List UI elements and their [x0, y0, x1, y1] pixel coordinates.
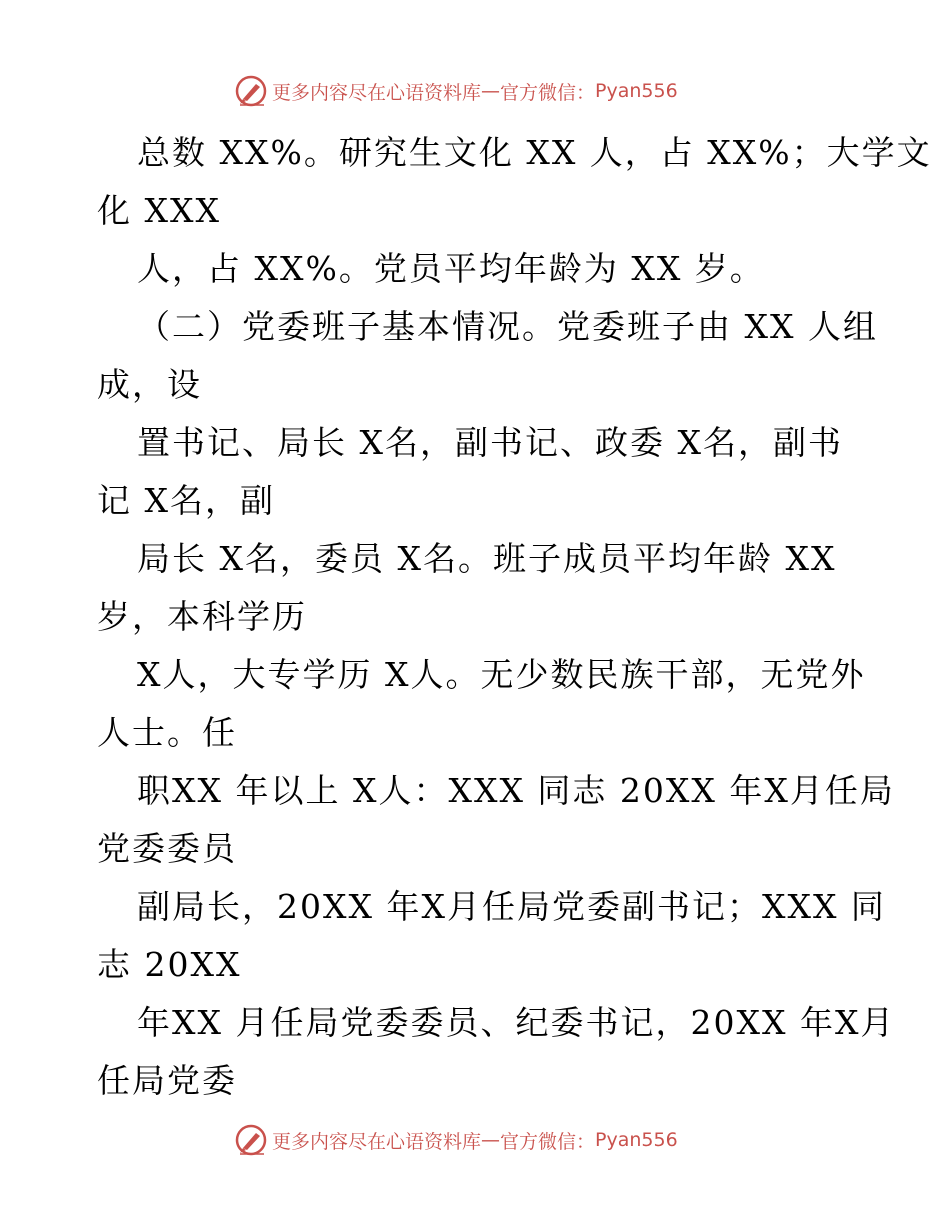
body-line: 总数 XX%。研究生文化 XX 人，占 XX%；大学文	[137, 133, 932, 172]
header-watermark	[234, 73, 678, 109]
body-line: 志 20XX	[97, 945, 242, 984]
body-line: 职XX 年以上 X人：XXX 同志 20XX 年X月任局	[137, 771, 895, 810]
body-line: （二）党委班子基本情况。党委班子由 XX 人组	[137, 307, 878, 346]
watermark-dash: —	[481, 1129, 501, 1151]
document-body	[97, 124, 932, 1110]
body-line: 岁，本科学历	[97, 597, 307, 636]
body-line: 年XX 月任局党委委员、纪委书记，20XX 年X月	[137, 1003, 896, 1042]
body-line: 人，占 XX%。党员平均年龄为 XX 岁。	[137, 249, 765, 288]
body-line: X人，大专学历 X人。无少数民族干部，无党外	[137, 655, 866, 694]
pen-logo-icon	[234, 1123, 268, 1157]
watermark-main-text: 更多内容尽在心语资料库	[272, 81, 482, 104]
footer-watermark	[234, 1122, 678, 1158]
body-line: 任局党委	[97, 1061, 237, 1100]
body-line: 副局长，20XX 年X月任局党委副书记；XXX 同	[137, 887, 886, 926]
watermark-wechat-label: 官方微信：	[500, 1130, 596, 1153]
watermark-main-text: 更多内容尽在心语资料库	[272, 1130, 482, 1153]
body-line: 置书记、局长 X名，副书记、政委 X名，副书	[137, 423, 843, 462]
watermark-wechat-label: 官方微信：	[500, 81, 596, 104]
pen-logo-icon	[234, 74, 268, 108]
body-line: 成，设	[97, 365, 202, 404]
body-line: 局长 X名，委员 X名。班子成员平均年龄 XX	[137, 539, 837, 578]
watermark-wechat-id: Pyan556	[595, 1129, 678, 1151]
body-line: 化 XXX	[97, 191, 221, 230]
body-line: 人士。任	[97, 713, 237, 752]
watermark-dash: —	[481, 80, 501, 102]
body-line: 党委委员	[97, 829, 237, 868]
watermark-wechat-id: Pyan556	[595, 80, 678, 102]
body-line: 记 X名，副	[97, 481, 275, 520]
